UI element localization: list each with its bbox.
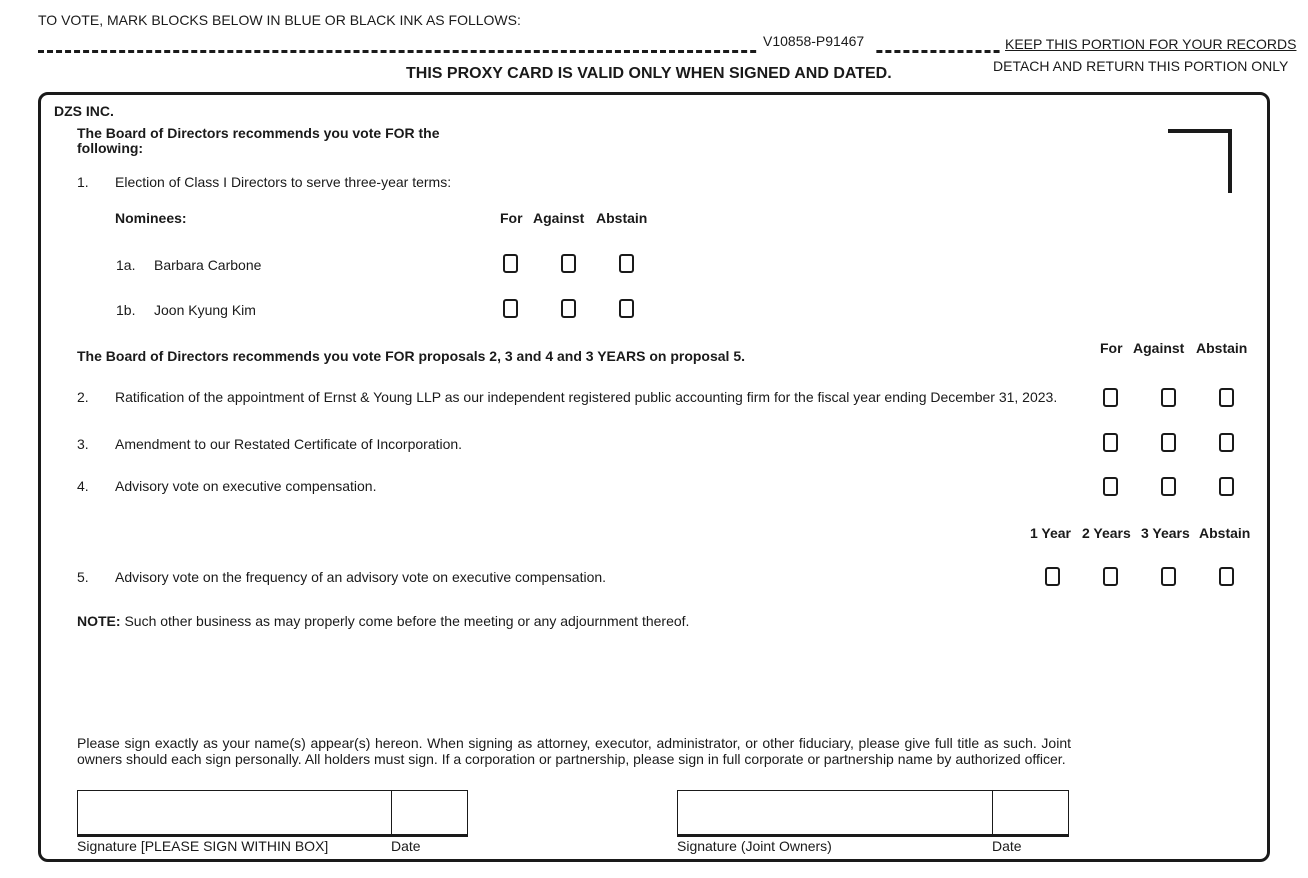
validity-notice: THIS PROXY CARD IS VALID ONLY WHEN SIGNED AND DATED. (406, 65, 892, 82)
nominee-name: Barbara Carbone (154, 257, 262, 273)
column-header-abstain: Abstain (596, 210, 648, 226)
signature-box-joint[interactable] (677, 790, 1069, 837)
nominee-1b-for-checkbox[interactable] (503, 299, 518, 318)
item1-text: Election of Class I Directors to serve three-year terms: (115, 174, 452, 190)
proposal-number: 2. (77, 389, 89, 405)
column-header-1-year: 1 Year (1030, 525, 1072, 541)
item1-number: 1. (77, 174, 89, 190)
control-code: V10858-P91467 (763, 33, 865, 49)
company-name: DZS INC. (54, 103, 114, 119)
proposal-text: Amendment to our Restated Certificate of Incorporation. (115, 436, 463, 452)
column-header-against: Against (1133, 340, 1185, 356)
date-label-primary: Date (391, 838, 421, 854)
column-header-against: Against (533, 210, 585, 226)
section1-recommendation: The Board of Directors recommends you vote FOR the following: (77, 125, 440, 156)
nominee-1b-abstain-checkbox[interactable] (619, 299, 634, 318)
detach-portion-label: DETACH AND RETURN THIS PORTION ONLY (993, 58, 1289, 74)
proposal-5-2-years-checkbox[interactable] (1103, 567, 1118, 586)
signature-label-joint: Signature (Joint Owners) (677, 838, 832, 854)
proposal-2-against-checkbox[interactable] (1161, 388, 1176, 407)
proposal-text: Ratification of the appointment of Ernst & Young LLP as our independent registered public accounting firm for the fiscal year ending December 31, 2023. (115, 389, 1058, 405)
section2-recommendation: The Board of Directors recommends you vote FOR proposals 2, 3 and 4 and 3 YEARS on proposal 5. (77, 348, 746, 364)
proposal-4-abstain-checkbox[interactable] (1219, 477, 1234, 496)
keep-portion-label: KEEP THIS PORTION FOR YOUR RECORDS (1005, 36, 1297, 52)
nominee-name: Joon Kyung Kim (154, 302, 256, 318)
proposal-4-against-checkbox[interactable] (1161, 477, 1176, 496)
proposal-5-1-year-checkbox[interactable] (1045, 567, 1060, 586)
nominee-1a-abstain-checkbox[interactable] (619, 254, 634, 273)
column-header-3-years: 3 Years (1141, 525, 1190, 541)
column-header-abstain: Abstain (1199, 525, 1251, 541)
column-header-for: For (500, 210, 523, 226)
proposal-3-abstain-checkbox[interactable] (1219, 433, 1234, 452)
registration-corner-mark (1168, 129, 1232, 193)
nominee-number: 1a. (116, 257, 136, 273)
note (77, 613, 689, 629)
proposal-3-against-checkbox[interactable] (1161, 433, 1176, 452)
proposal-5-abstain-checkbox[interactable] (1219, 567, 1234, 586)
proposal-number: 4. (77, 478, 89, 494)
signing-instructions: Please sign exactly as your name(s) appear(s) hereon. When signing as attorney, executor, administrator, or other fiduciary, please give full title as such. Joint owners should each sign personally. All holders must sign. If a corporation or partnership, please sign in full corporate or partnership name by authorized officer. (77, 735, 1071, 767)
column-header-2-years: 2 Years (1082, 525, 1131, 541)
note-label: NOTE: (77, 613, 121, 629)
proposal-2-for-checkbox[interactable] (1103, 388, 1118, 407)
proposal-text: Advisory vote on the frequency of an advisory vote on executive compensation. (115, 569, 607, 585)
nominees-label: Nominees: (115, 210, 187, 226)
proposal-4-for-checkbox[interactable] (1103, 477, 1118, 496)
column-header-abstain: Abstain (1196, 340, 1248, 356)
voting-instruction: TO VOTE, MARK BLOCKS BELOW IN BLUE OR BLACK INK AS FOLLOWS: (38, 12, 521, 28)
nominee-number: 1b. (116, 302, 136, 318)
proposal-number: 5. (77, 569, 89, 585)
nominee-1a-for-checkbox[interactable] (503, 254, 518, 273)
proposal-number: 3. (77, 436, 89, 452)
column-header-for: For (1100, 340, 1123, 356)
date-label-joint: Date (992, 838, 1022, 854)
signature-box-primary[interactable] (77, 790, 468, 837)
signature-label-primary: Signature [PLEASE SIGN WITHIN BOX] (77, 838, 329, 854)
proposal-5-3-years-checkbox[interactable] (1161, 567, 1176, 586)
proposal-text: Advisory vote on executive compensation. (115, 478, 377, 494)
proposal-2-abstain-checkbox[interactable] (1219, 388, 1234, 407)
nominee-1a-against-checkbox[interactable] (561, 254, 576, 273)
note-text: Such other business as may properly come before the meeting or any adjournment thereof. (124, 613, 690, 629)
nominee-1b-against-checkbox[interactable] (561, 299, 576, 318)
proposal-3-for-checkbox[interactable] (1103, 433, 1118, 452)
